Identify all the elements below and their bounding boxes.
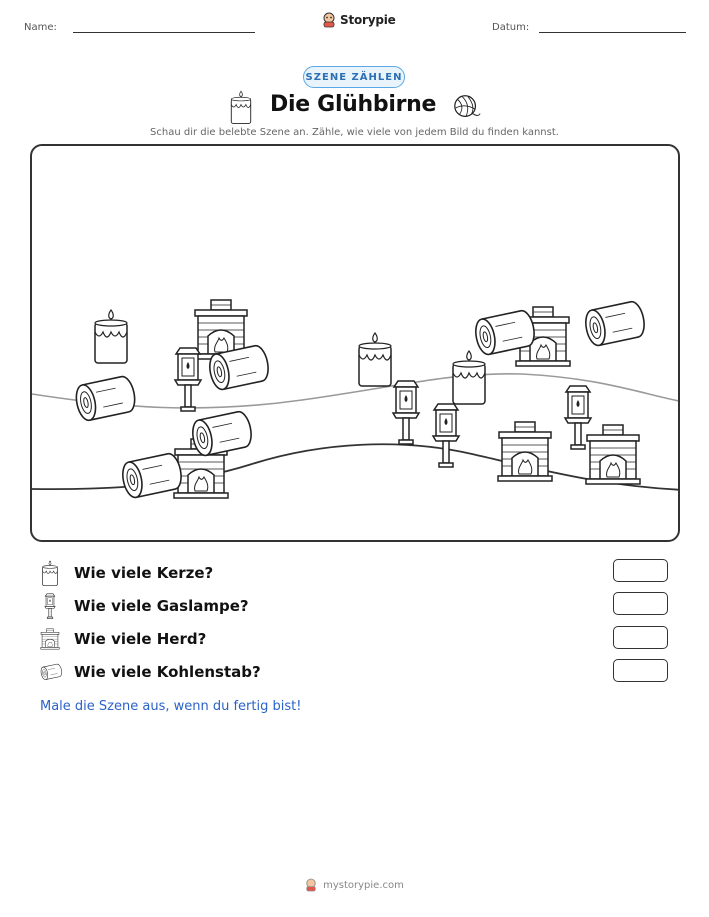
question-row (40, 659, 261, 685)
gas-lamp-icon (175, 348, 201, 411)
finish-note: Male die Szene aus, wenn du fertig bist! (40, 699, 302, 714)
answer-box-candle[interactable] (613, 559, 668, 582)
page-title: Die Glühbirne (270, 92, 437, 117)
coal-log-icon (190, 410, 254, 457)
question-row (40, 626, 206, 652)
coal-log-icon (40, 659, 62, 685)
fireplace-icon (586, 425, 640, 484)
counting-scene (30, 144, 680, 542)
candle-icon (40, 560, 60, 586)
answer-box-gas-lamp[interactable] (613, 592, 668, 615)
coal-log-icon (120, 452, 184, 499)
question-text: Wie viele Gaslampe? (74, 597, 249, 615)
candle-icon (453, 351, 485, 404)
date-line[interactable] (539, 32, 686, 33)
candle-icon (230, 90, 252, 124)
yarn-ball-icon (452, 92, 482, 122)
question-row (40, 560, 213, 586)
gas-lamp-icon (393, 381, 419, 444)
name-label: Name: (24, 22, 57, 33)
question-row (40, 593, 249, 619)
question-text: Wie viele Herd? (74, 630, 207, 648)
gas-lamp-icon (40, 593, 60, 619)
brand-logo (322, 12, 396, 28)
question-text: Wie viele Kohlenstab? (74, 663, 261, 681)
fireplace-icon (498, 422, 552, 481)
activity-badge: SZENE ZÄHLEN (303, 66, 405, 88)
storypie-icon (305, 878, 317, 892)
answer-box-fireplace[interactable] (613, 626, 668, 649)
answer-box-coal-log[interactable] (613, 659, 668, 682)
instructions: Schau dir die belebte Szene an. Zähle, wie viele von jedem Bild du finden kannst. (150, 127, 559, 138)
coal-log-icon (583, 300, 647, 347)
name-line[interactable] (73, 32, 255, 33)
candle-icon (95, 310, 127, 363)
scene-illustration (32, 146, 680, 542)
footer-url[interactable]: mystorypie.com (323, 879, 404, 891)
storypie-icon (322, 12, 336, 28)
brand-name: Storypie (340, 13, 396, 27)
date-label: Datum: (492, 22, 530, 33)
fireplace-icon (40, 626, 60, 652)
footer (0, 878, 709, 892)
candle-icon (359, 333, 391, 386)
question-text: Wie viele Kerze? (74, 564, 214, 582)
gas-lamp-icon (433, 404, 459, 467)
coal-log-icon (73, 375, 137, 422)
